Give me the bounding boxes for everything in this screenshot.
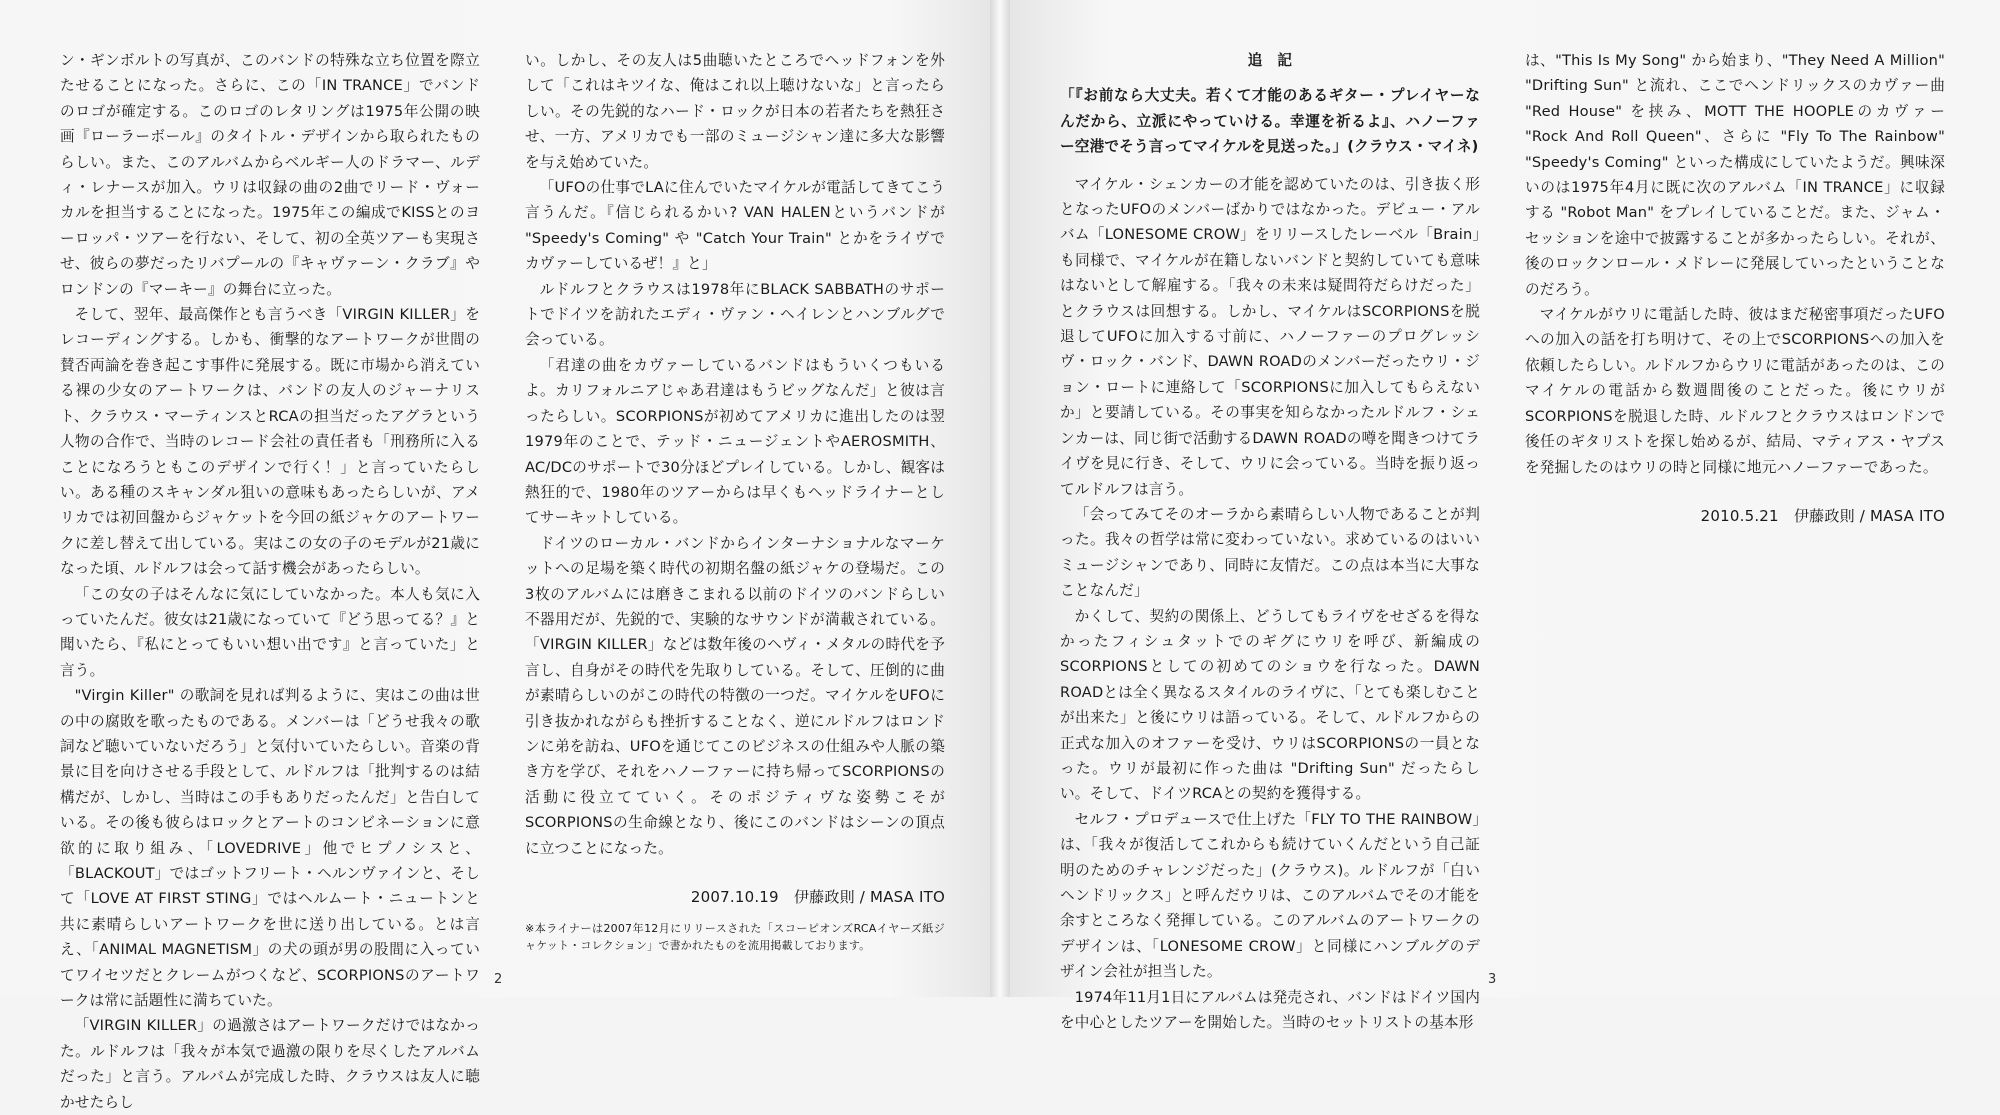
left-column-1 [60,48,480,1111]
paragraph: 「この女の子はそんなに気にしていなかった。本人も気に入っていたんだ。彼女は21歳になっていて『どう思ってる？』と聞いたら、『私にとってもいい想い出です』と言っていた」と言う。 [60,585,480,679]
paragraph: そして、翌年、最高傑作とも言うべき「VIRGIN KILLER」をレコーディングする。しかも、衝撃的なアートワークが世間の賛否両論を巻き起こす事件に発展する。既に市場から消えている裸の少女のアートワークは、バンドの友人のジャーナリスト、クラウス・マーティンスとRCAの担当だったアグラという人物の合作で、当時のレコード会社の責任者も「刑務所に入ることになろうともこのデザインで行く！」と言っていたらしい。ある種のスキャンダル狙いの意味もあったらしいが、アメリカでは初回盤からジャケットを今回の紙ジャケのアートワークに差し替えて出している。実はこの女の子のモデルが21歳になった頃、ルドルフは会って話す機会があったらしい。 [60,306,480,578]
paragraph: い。しかし、その友人は5曲聴いたところでヘッドフォンを外して「これはキツイな、俺はこれ以上聴けないな」と言ったらしい。その先鋭的なハード・ロックが日本の若者たちを熱狂させ、一方、アメリカでも一部のミュージシャン達に多大な影響を与え始めていた。 [525,52,945,171]
lead-quote: 「『お前なら大丈夫。若くて才能のあるギター・プレイヤーなんだから、立派にやっていける。幸運を祈るよ』、ハノーファー空港でそう言ってマイケルを見送った。」(クラウス・マイネ) [1060,87,1480,156]
page-number-left: 2 [494,972,503,987]
section-heading: 追 記 [1247,52,1293,69]
left-column-2 [525,48,945,958]
paragraph: "Virgin Killer" の歌詞を見れば判るように、実はこの曲は世の中の腐敗を歌ったものである。メンバーは「どうせ我々の歌詞など聴いていないだろう」と気付いていたらしい。音楽の背景に目を向けさせる手段として、ルドルフは「批判するのは結構だが、しかし、当時はこの手もありだったんだ」と告白している。その後も彼らはロックとアートのコンビネーションに意欲的に取り組み、「LOVEDRIVE」他でヒプノシスと、「BLACKOUT」ではゴットフリート・ヘルンヴァインと、そして「LOVE AT FIRST STING」ではヘルムート・ニュートンと共に素晴らしいアートワークを世に送り出している。とは言え、「ANIMAL MAGNETISM」の犬の頭が男の股間に入っていてワイセツだとクレームがつくなど、SCORPIONSのアートワークは常に話題性に満ちていた。 [60,687,480,1010]
paragraph: かくして、契約の関係上、どうしてもライヴをせざるを得なかったフィシュタットでのギグにウリを呼び、新編成のSCORPIONSとしての初めてのショウを行なった。DAWN ROADとは全く異なるスタイルのライヴに、「とても楽しむことが出来た」と後にウリは語っている。そして、ルドルフからの正式な加入のオファーを受け、ウリはSCORPIONSの一員となった。ウリが最初に作った曲は "Drifting Sun" だったらしい。そして、ドイツRCAとの契約を獲得する。 [1060,607,1481,803]
paragraph: 「VIRGIN KILLER」の過激さはアートワークだけではなかった。ルドルフは「我々が本気で過激の限りを尽くしたアルバムだった」と言う。アルバムが完成した時、クラウスは友人に聴かせたらし [60,1017,480,1111]
paragraph: マイケルがウリに電話した時、彼はまだ秘密事項だったUFOへの加入の話を打ち明けて、その上でSCORPIONSへの加入を依頼したらしい。ルドルフからウリに電話があったのは、このマイケルの電話から数週間後のことだった。後にウリがSCORPIONSを脱退した時、ルドルフとクラウスはロンドンで後任のギタリストを探し始めるが、結局、マティアス・ヤプスを発掘したのはウリの時と同様に地元ハノーファーであった。 [1525,306,1945,476]
left-page [0,0,990,1111]
right-column-2 [1525,48,1945,525]
paragraph: ドイツのローカル・バンドからインターナショナルなマーケットへの足場を築く時代の初期名盤の紙ジャケの登場だ。この3枚のアルバムには磨きこまれる以前のドイツのバンドらしい不器用だが、先鋭的で、実験的なサウンドが満載されている。「VIRGIN KILLER」などは数年後のヘヴィ・メタルの時代を予言し、自身がその時代を先取りしている。そして、圧倒的に曲が素晴らしいのがこの時代の特徴の一つだ。マイケルをUFOに引き抜かれながらも挫折することなく、逆にルドルフはロンドンに弟を訪ね、UFOを通じてこのビジネスの仕組みや人脈の築き方を学び、それをハノーファーに持ち帰ってSCORPIONSの活動に役立てていく。そのポジティヴな姿勢こそがSCORPIONSの生命線となり、後にこのバンドはシーンの頂点に立つことになった。 [525,534,945,857]
right-column-1 [1060,48,1481,1032]
page-number-right: 3 [1488,972,1497,987]
right-page [1010,0,2000,1032]
paragraph: 1974年11月1日にアルバムは発売され、バンドはドイツ国内を中心としたツアーを開始した。当時のセットリストの基本形 [1060,988,1480,1032]
paragraph: セルフ・プロデュースで仕上げた「FLY TO THE RAINBOW」は、「我々が復活してこれからも続けていくんだという自己証明のためのチャレンジだった」(クラウス)。ルドルフが「白いヘンドリックス」と呼んだウリは、このアルバムでその才能を余すところなく発揮している。このアルバムのアートワークのデザインは、「LONESOME CROW」と同様にハンブルグのデザイン会社が担当した。 [1060,810,1480,981]
paragraph: マイケル・シェンカーの才能を認めていたのは、引き抜く形となったUFOのメンバーばかりではなかった。デビュー・アルバム「LONESOME CROW」をリリースしたレーベル「Brain」も同様で、マイケルが在籍しないバンドと契約していても意味はないとして解雇する。「我々の未来は疑問符だらけだった」とクラウスは回想する。しかし、マイケルはSCORPIONSを脱退してUFOに加入する寸前に、ハノーファーのプログレッシヴ・ロック・バンド、DAWN ROADのメンバーだったウリ・ジョン・ロートに連絡して「SCORPIONSに加入してもらえないか」と要請している。その事実を知らなかったルドルフ・シェンカーは、同じ街で活動するDAWN ROADの噂を聞きつけてライヴを見に行き、そして、ウリに会っている。当時を振り返ってルドルフは言う。 [1060,175,1481,498]
paragraph: は、"This Is My Song" から始まり、"They Need A Million" "Drifting Sun" と流れ、ここでヘンドリックスのカヴァー曲 "Red House" を挟み、MOTT THE HOOPLEのカヴァー "Rock And Roll Queen"、さらに "Fly To The Rainbow" "Speedy's Coming" といった構成にしていたようだ。興味深いのは1975年4月に既に次のアルバム「IN TRANCE」に収録する "Robot Man" をプレイしていることだ。また、ジャム・セッションを途中で披露することが多かったらしい。それが、後のロックンロール・メドレーに発展していったということなのだろう。 [1525,52,1945,298]
signature: 2010.5.21 伊藤政則 / MASA ITO [1700,506,1945,525]
signature: 2007.10.19 伊藤政則 / MASA ITO [690,888,945,906]
gutter [990,0,1010,997]
footnote: ※本ライナーは2007年12月にリリースされた「スコーピオンズRCAイヤーズ紙ジャケット・コレクション」で書かれたものを流用掲載しております。 [525,922,945,953]
paragraph: ルドルフとクラウスは1978年にBLACK SABBATHのサポートでドイツを訪れたエディ・ヴァン・ヘイレンとハンブルグで会っている。 [525,280,945,349]
spacer [1060,160,1480,172]
paragraph: 「君達の曲をカヴァーしているバンドはもういくつもいるよ。カリフォルニアじゃあ君達はもうビッグなんだ」と彼は言ったらしい。SCORPIONSが初めてアメリカに進出したのは翌1979年のことで、テッド・ニュージェントやAEROSMITH、AC/DCのサポートで30分ほどプレイしている。しかし、観客は熱狂的で、1980年のツアーからは早くもヘッドライナーとしてサーキットしている。 [525,356,945,527]
paragraph: 「UFOの仕事でLAに住んでいたマイケルが電話してきてこう言うんだ。『信じられるかい? VAN HALENというバンドが "Speedy's Coming" や "Catch Your Train" とかをライヴでカヴァーしているぜ！』と」 [525,179,945,273]
paragraph: ン・ギンボルトの写真が、このバンドの特殊な立ち位置を際立たせることになった。さらに、この「IN TRANCE」でバンドのロゴが確定する。このロゴのレタリングは1975年公開の映画『ローラーボール』のタイトル・デザインから取られたものらしい。また、このアルバムからベルギー人のドラマー、ルディ・レナースが加入。ウリは収録の曲の2曲でリード・ヴォーカルを担当することになった。1975年この編成でKISSとのヨーロッパ・ツアーを行ない、そして、初の全英ツアーも実現させ、彼らの夢だったリバプールの『キャヴァーン・クラブ』やロンドンの『マーキー』の舞台に立った。 [60,52,480,298]
paragraph: 「会ってみてそのオーラから素晴らしい人物であることが判った。我々の哲学は常に変わっていない。求めているのはいいミュージシャンであり、同時に友情だ。この点は本当に大事なことなんだ」 [1060,505,1480,600]
